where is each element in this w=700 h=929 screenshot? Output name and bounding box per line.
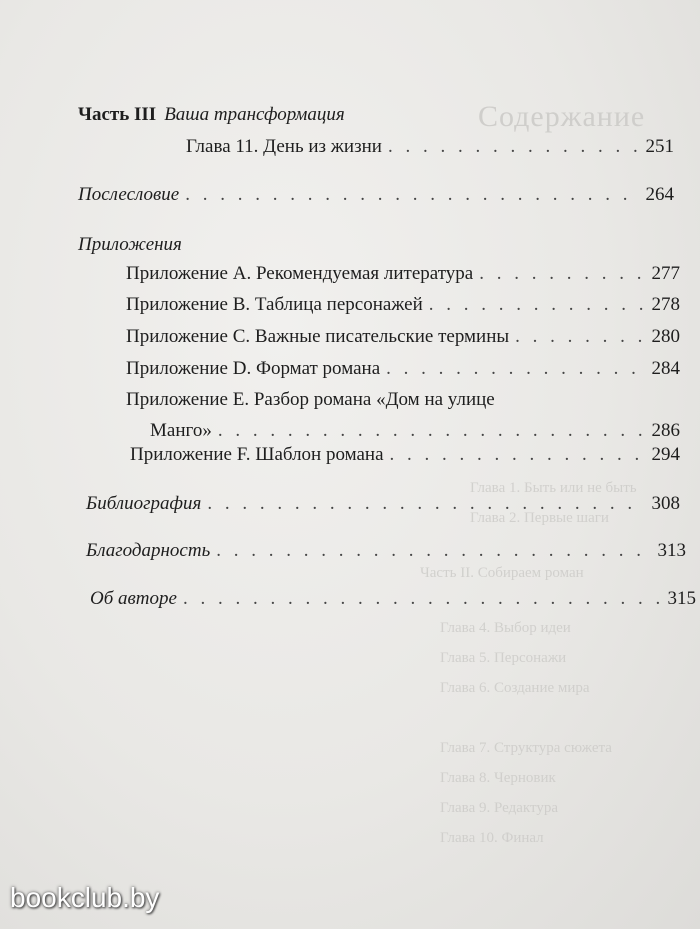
- toc-entry-label: Об авторе: [90, 588, 177, 609]
- leader-dots: [390, 444, 646, 466]
- leader-dots: [218, 420, 646, 442]
- show-through-line: Глава 2. Первые шаги: [470, 510, 609, 526]
- show-through-line: Глава 6. Создание мира: [440, 680, 590, 696]
- page-number: 294: [651, 444, 680, 465]
- toc-entry-about-author[interactable]: [90, 588, 696, 610]
- toc-entry-appendix-c[interactable]: [126, 326, 680, 348]
- show-through-line: Глава 4. Выбор идеи: [440, 620, 571, 636]
- leader-dots: [515, 326, 645, 348]
- toc-entry-label: Приложение C. Важные писательские термины: [126, 326, 510, 347]
- toc-entry-label: Библиография: [86, 493, 202, 514]
- toc-entry-acknowledgements[interactable]: [86, 540, 686, 562]
- show-through-line: Глава 1. Быть или не быть: [470, 480, 637, 496]
- page-number: 278: [651, 294, 680, 315]
- leader-dots: [479, 263, 645, 285]
- toc-entry-appendix-a[interactable]: [126, 263, 680, 285]
- toc-entry-chapter-11[interactable]: [186, 136, 674, 158]
- page-number: 315: [667, 588, 696, 609]
- page-number: 264: [645, 184, 674, 205]
- toc-entry-label: Приложение F. Шаблон романа: [130, 444, 384, 465]
- toc-entry-afterword[interactable]: [78, 184, 674, 206]
- toc-entry-label: Послесловие: [78, 184, 180, 205]
- toc-entry-label: Манго»: [150, 420, 212, 441]
- show-through-line: Глава 7. Структура сюжета: [440, 740, 612, 756]
- show-through-line: Глава 9. Редактура: [440, 800, 558, 816]
- toc-entry-label: Приложение D. Формат романа: [126, 358, 381, 379]
- show-through-line: Глава 10. Финал: [440, 830, 544, 846]
- watermark: bookclub.by: [10, 882, 160, 913]
- page-number: 286: [651, 420, 680, 441]
- page-number: 251: [645, 136, 674, 157]
- page-number: 308: [651, 493, 680, 514]
- page-number: 284: [651, 358, 680, 379]
- toc-entry-appendix-e-line1[interactable]: Приложение E. Разбор романа «Дом на улице: [126, 389, 495, 410]
- toc-entry-label: Благодарность: [86, 540, 211, 561]
- toc-entry-appendix-e[interactable]: [150, 420, 680, 442]
- toc-entry-label: Приложение A. Рекомендуемая литература: [126, 263, 474, 284]
- appendices-heading: Приложения: [78, 234, 182, 255]
- leader-dots: [207, 493, 645, 515]
- part-title: Ваша трансформация: [164, 104, 345, 125]
- leader-dots: [185, 184, 639, 206]
- show-through-line: Глава 5. Персонажи: [440, 650, 567, 666]
- leader-dots: [388, 136, 640, 158]
- part-heading: [78, 104, 345, 126]
- page-number: 313: [657, 540, 686, 561]
- leader-dots: [216, 540, 651, 562]
- show-through-line: Часть II. Собираем роман: [420, 565, 584, 581]
- page-number: 280: [651, 326, 680, 347]
- leader-dots: [183, 588, 662, 610]
- show-through-line: Глава 8. Черновик: [440, 770, 556, 786]
- toc-entry-label: Приложение B. Таблица персонажей: [126, 294, 423, 315]
- part-label: Часть III: [78, 104, 157, 125]
- toc-entry-appendix-f[interactable]: [130, 444, 680, 466]
- toc-entry-bibliography[interactable]: [86, 493, 680, 515]
- leader-dots: [386, 358, 645, 380]
- show-through-text: Содержание: [478, 100, 646, 133]
- page-number: 277: [651, 263, 680, 284]
- toc-entry-label: Глава 11. День из жизни: [186, 136, 382, 157]
- toc-entry-appendix-d[interactable]: [126, 358, 680, 380]
- leader-dots: [429, 294, 646, 316]
- toc-entry-appendix-b[interactable]: [126, 294, 680, 316]
